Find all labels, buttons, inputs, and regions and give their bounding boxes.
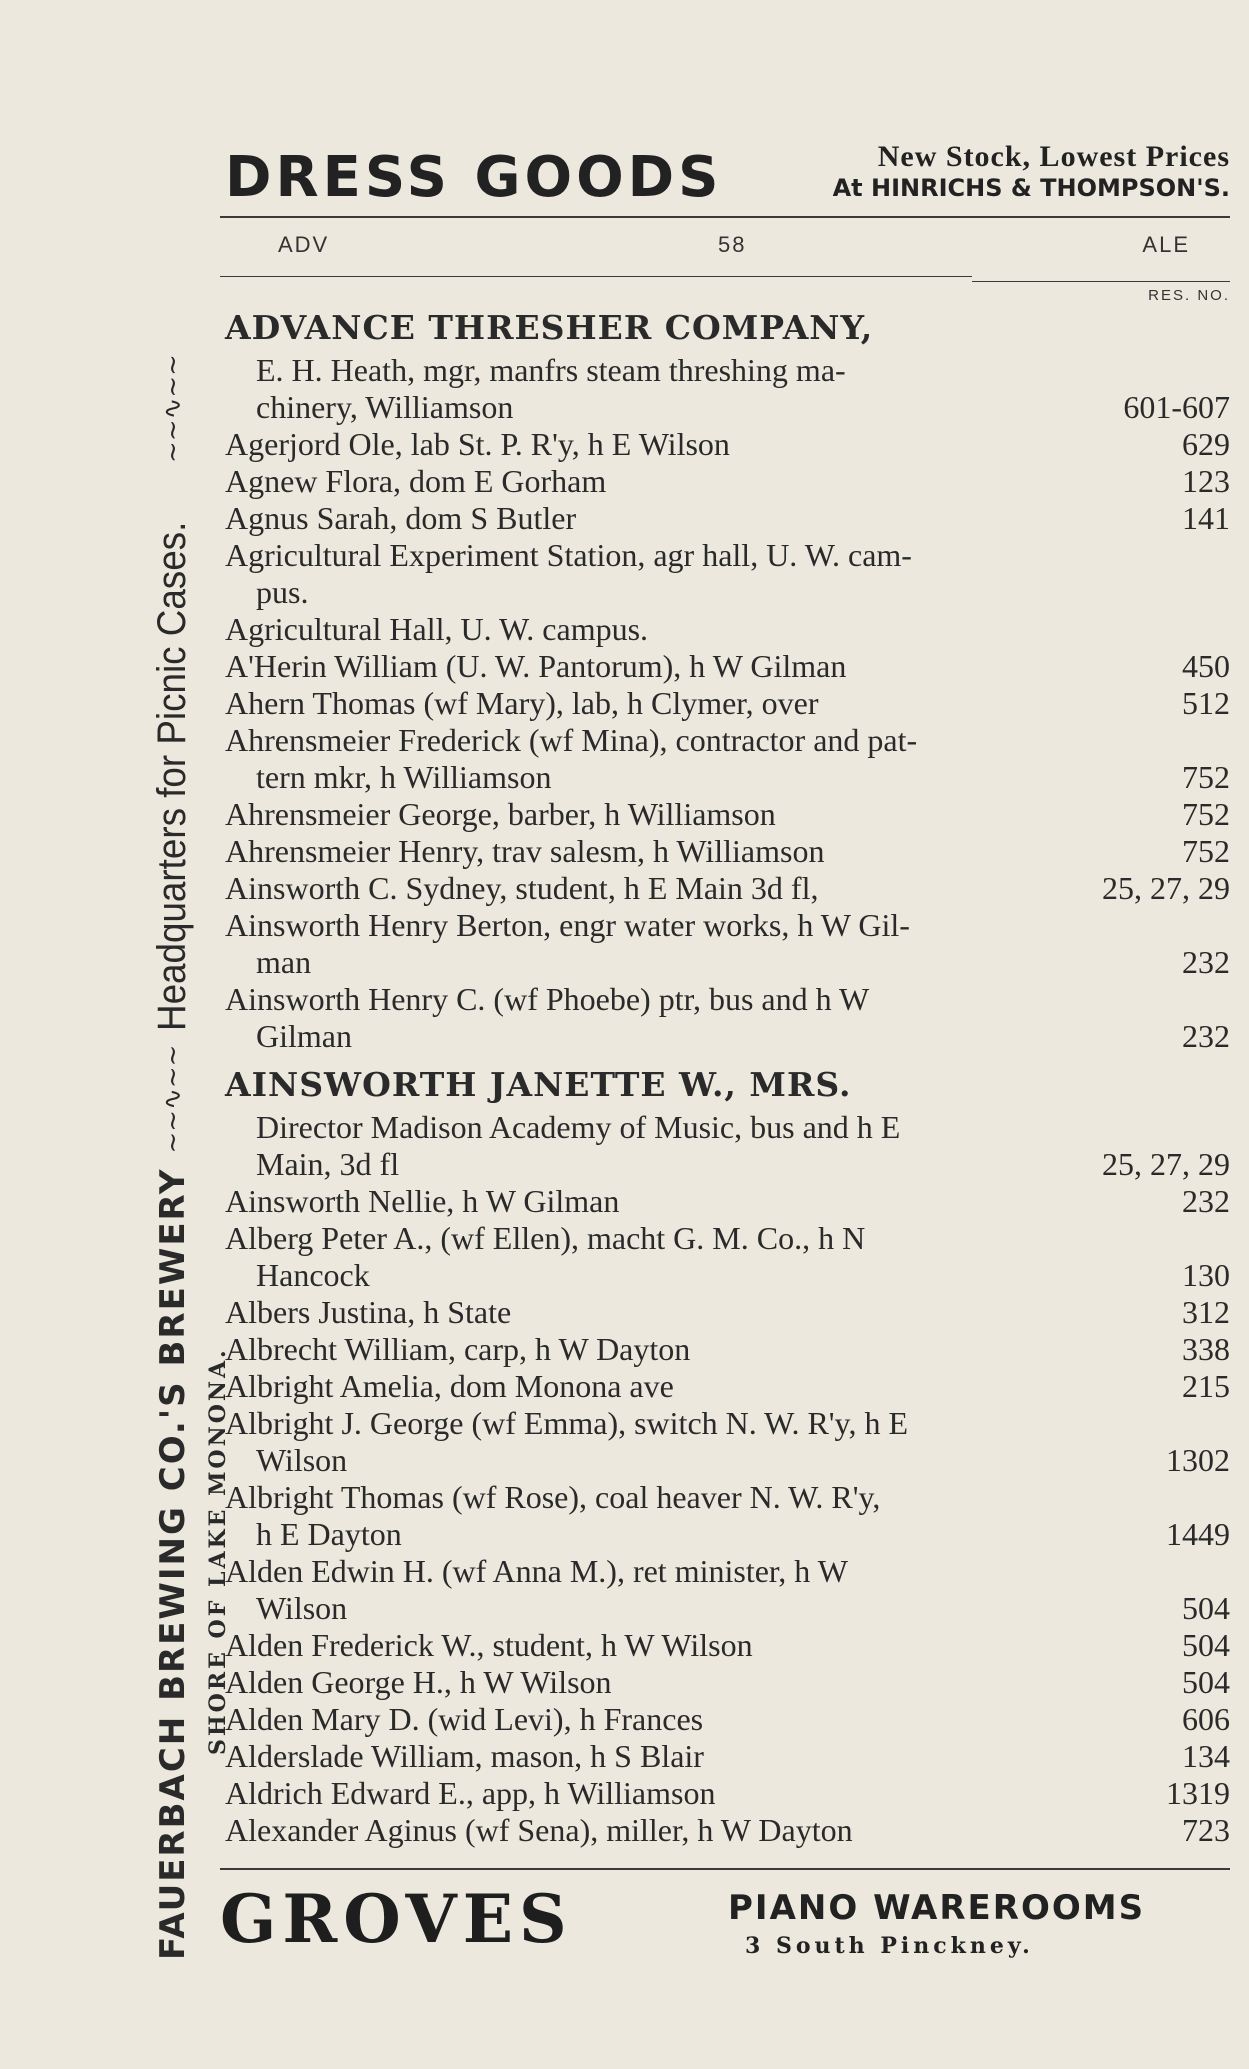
tagline-line-1: New Stock, Lowest Prices <box>877 140 1230 173</box>
residence-number: 512 <box>1182 685 1230 721</box>
residence-number: 504 <box>1182 1627 1230 1663</box>
entry-text: A'Herin William (U. W. Pantorum), h W Gilman <box>225 648 847 684</box>
directory-entry <box>220 1590 1230 1627</box>
entry-text: Hancock <box>256 1257 370 1293</box>
residence-number: 338 <box>1182 1331 1230 1367</box>
residence-number: 232 <box>1182 1183 1230 1219</box>
footer-rule <box>220 1868 1230 1870</box>
entry-text: Agricultural Hall, U. W. campus. <box>225 611 649 647</box>
entry-text: Ahrensmeier Frederick (wf Mina), contractor and pat- <box>225 722 918 758</box>
entry-text: pus. <box>256 574 309 610</box>
column-header-rule <box>972 281 1230 282</box>
residence-number: 134 <box>1182 1738 1230 1774</box>
directory-entry <box>220 352 1230 389</box>
side-ad-main <box>150 340 195 1960</box>
residence-number: 312 <box>1182 1294 1230 1330</box>
directory-entry <box>220 981 1230 1018</box>
entry-text: Albright Amelia, dom Monona ave <box>225 1368 674 1404</box>
residence-number: 232 <box>1182 1018 1230 1054</box>
entry-text: E. H. Heath, mgr, manfrs steam threshing ma- <box>256 352 846 388</box>
residence-number: 232 <box>1182 944 1230 980</box>
residence-number: 130 <box>1182 1257 1230 1293</box>
header-top-rule <box>220 216 1230 218</box>
entry-text: Albrecht William, carp, h W Dayton <box>225 1331 691 1367</box>
directory-entry <box>220 648 1230 685</box>
residence-number: 504 <box>1182 1664 1230 1700</box>
header-bottom-rule <box>220 276 972 277</box>
directory-heading <box>220 298 1230 352</box>
entry-text: Agricultural Experiment Station, agr hall, U. W. cam- <box>225 537 912 573</box>
residence-number: 752 <box>1182 796 1230 832</box>
entry-text: Alden George H., h W Wilson <box>225 1664 612 1700</box>
directory-entry <box>220 500 1230 537</box>
entry-text: Alderslade William, mason, h S Blair <box>225 1738 704 1774</box>
directory-entry <box>220 1257 1230 1294</box>
directory-entry <box>220 722 1230 759</box>
entry-text: Alden Mary D. (wid Levi), h Frances <box>225 1701 704 1737</box>
directory-entry <box>220 1220 1230 1257</box>
entry-text: Gilman <box>256 1018 352 1054</box>
entry-text: Albers Justina, h State <box>225 1294 512 1330</box>
directory-entry <box>220 870 1230 907</box>
entry-text: Agnus Sarah, dom S Butler <box>225 500 577 536</box>
residence-number-header: RES. NO. <box>1148 287 1230 304</box>
picnic-ad-text: Headquarters for Picnic Cases. <box>150 521 194 1031</box>
directory-heading <box>220 1055 1230 1109</box>
residence-number: 629 <box>1182 426 1230 462</box>
entry-text: Albright J. George (wf Emma), switch N. W. R'y, h E <box>225 1405 909 1441</box>
header-right-guide: ALE <box>1142 232 1190 257</box>
brewery-location-text: SHORE OF LAKE MONONA. <box>205 1347 231 1755</box>
residence-number: 1302 <box>1166 1442 1230 1478</box>
entry-text: Alberg Peter A., (wf Ellen), macht G. M. Co., h N <box>225 1220 866 1256</box>
residence-number: 215 <box>1182 1368 1230 1404</box>
piano-warerooms-title: PIANO WAREROOMS <box>728 1888 1146 1928</box>
directory-entry <box>220 1553 1230 1590</box>
directory-entry <box>220 426 1230 463</box>
residence-number: 504 <box>1182 1590 1230 1626</box>
entry-text: Ahern Thomas (wf Mary), lab, h Clymer, over <box>225 685 819 721</box>
directory-entries <box>220 298 1230 1849</box>
entry-text: Ainsworth Henry Berton, engr water works, h W Gil- <box>225 907 910 943</box>
directory-entry <box>220 537 1230 574</box>
entry-text: ADVANCE THRESHER COMPANY, <box>225 308 874 347</box>
entry-text: Ainsworth Nellie, h W Gilman <box>225 1183 620 1219</box>
residence-number: 123 <box>1182 463 1230 499</box>
residence-number: 450 <box>1182 648 1230 684</box>
directory-entry <box>220 1442 1230 1479</box>
directory-entry <box>220 1405 1230 1442</box>
residence-number: 141 <box>1182 500 1230 536</box>
directory-entry <box>220 1294 1230 1331</box>
residence-number: 752 <box>1182 759 1230 795</box>
entry-text: Wilson <box>256 1442 348 1478</box>
directory-entry <box>220 463 1230 500</box>
brewery-ad-text: FAUERBACH BREWING CO.'S BREWERY <box>152 1167 193 1960</box>
dress-goods-advertisement <box>220 140 1230 215</box>
entry-text: Wilson <box>256 1590 348 1626</box>
entry-text: Ahrensmeier Henry, trav salesm, h Williamson <box>225 833 825 869</box>
entry-text: Main, 3d fl <box>256 1146 400 1182</box>
dress-goods-title: DRESS GOODS <box>225 145 723 210</box>
ornament-icon: ~~∿~~ <box>157 1044 188 1154</box>
entry-text: Alexander Aginus (wf Sena), miller, h W Dayton <box>225 1812 853 1848</box>
entry-text: chinery, Williamson <box>256 389 514 425</box>
tagline-line-2: At HINRICHS & THOMPSON'S. <box>832 174 1230 202</box>
residence-number: 25, 27, 29 <box>1102 870 1230 906</box>
directory-entry <box>220 1479 1230 1516</box>
directory-entry <box>220 1183 1230 1220</box>
directory-entry <box>220 1146 1230 1183</box>
entry-text: tern mkr, h Williamson <box>256 759 552 795</box>
directory-entry <box>220 1775 1230 1812</box>
directory-entry <box>220 1109 1230 1146</box>
residence-number: 606 <box>1182 1701 1230 1737</box>
directory-entry <box>220 685 1230 722</box>
directory-entry <box>220 611 1230 648</box>
directory-entry <box>220 389 1230 426</box>
entry-text: Albright Thomas (wf Rose), coal heaver N. W. R'y, <box>225 1479 881 1515</box>
entry-text: Director Madison Academy of Music, bus and h E <box>256 1109 901 1145</box>
directory-entry <box>220 574 1230 611</box>
entry-text: Alden Frederick W., student, h W Wilson <box>225 1627 753 1663</box>
residence-number: 752 <box>1182 833 1230 869</box>
directory-entry <box>220 1738 1230 1775</box>
page-number: 58 <box>718 232 747 257</box>
entry-text: Aldrich Edward E., app, h Williamson <box>225 1775 716 1811</box>
entry-text: AINSWORTH JANETTE W., MRS. <box>225 1065 852 1104</box>
header-left-guide: ADV <box>278 232 330 257</box>
ornament-icon: ~~∿~~ <box>157 354 188 463</box>
entry-text: h E Dayton <box>256 1516 402 1552</box>
directory-entry <box>220 1018 1230 1055</box>
directory-entry <box>220 759 1230 796</box>
directory-entry <box>220 1812 1230 1849</box>
groves-address: 3 South Pinckney. <box>745 1933 1034 1959</box>
dress-goods-tagline <box>833 140 1230 202</box>
directory-entry <box>220 944 1230 981</box>
groves-name: GROVES <box>220 1880 573 1958</box>
entry-text: Alden Edwin H. (wf Anna M.), ret minister, h W <box>225 1553 848 1589</box>
entry-text: Agnew Flora, dom E Gorham <box>225 463 607 499</box>
directory-entry <box>220 1331 1230 1368</box>
directory-entry <box>220 1701 1230 1738</box>
directory-entry <box>220 1627 1230 1664</box>
directory-entry <box>220 1516 1230 1553</box>
directory-entry <box>220 833 1230 870</box>
entry-text: Ahrensmeier George, barber, h Williamson <box>225 796 776 832</box>
directory-entry <box>220 796 1230 833</box>
directory-entry <box>220 1368 1230 1405</box>
residence-number: 723 <box>1182 1812 1230 1848</box>
entry-text: Ainsworth Henry C. (wf Phoebe) ptr, bus and h W <box>225 981 870 1017</box>
directory-entry <box>220 907 1230 944</box>
entry-text: man <box>256 944 312 980</box>
entry-text: Agerjord Ole, lab St. P. R'y, h E Wilson <box>225 426 730 462</box>
directory-entry <box>220 1664 1230 1701</box>
residence-number: 1449 <box>1166 1516 1230 1552</box>
residence-number: 601-607 <box>1123 389 1230 425</box>
residence-number: 25, 27, 29 <box>1102 1146 1230 1182</box>
entry-text: Ainsworth C. Sydney, student, h E Main 3d fl, <box>225 870 819 906</box>
side-advertisement <box>0 0 231 2069</box>
residence-number: 1319 <box>1166 1775 1230 1811</box>
